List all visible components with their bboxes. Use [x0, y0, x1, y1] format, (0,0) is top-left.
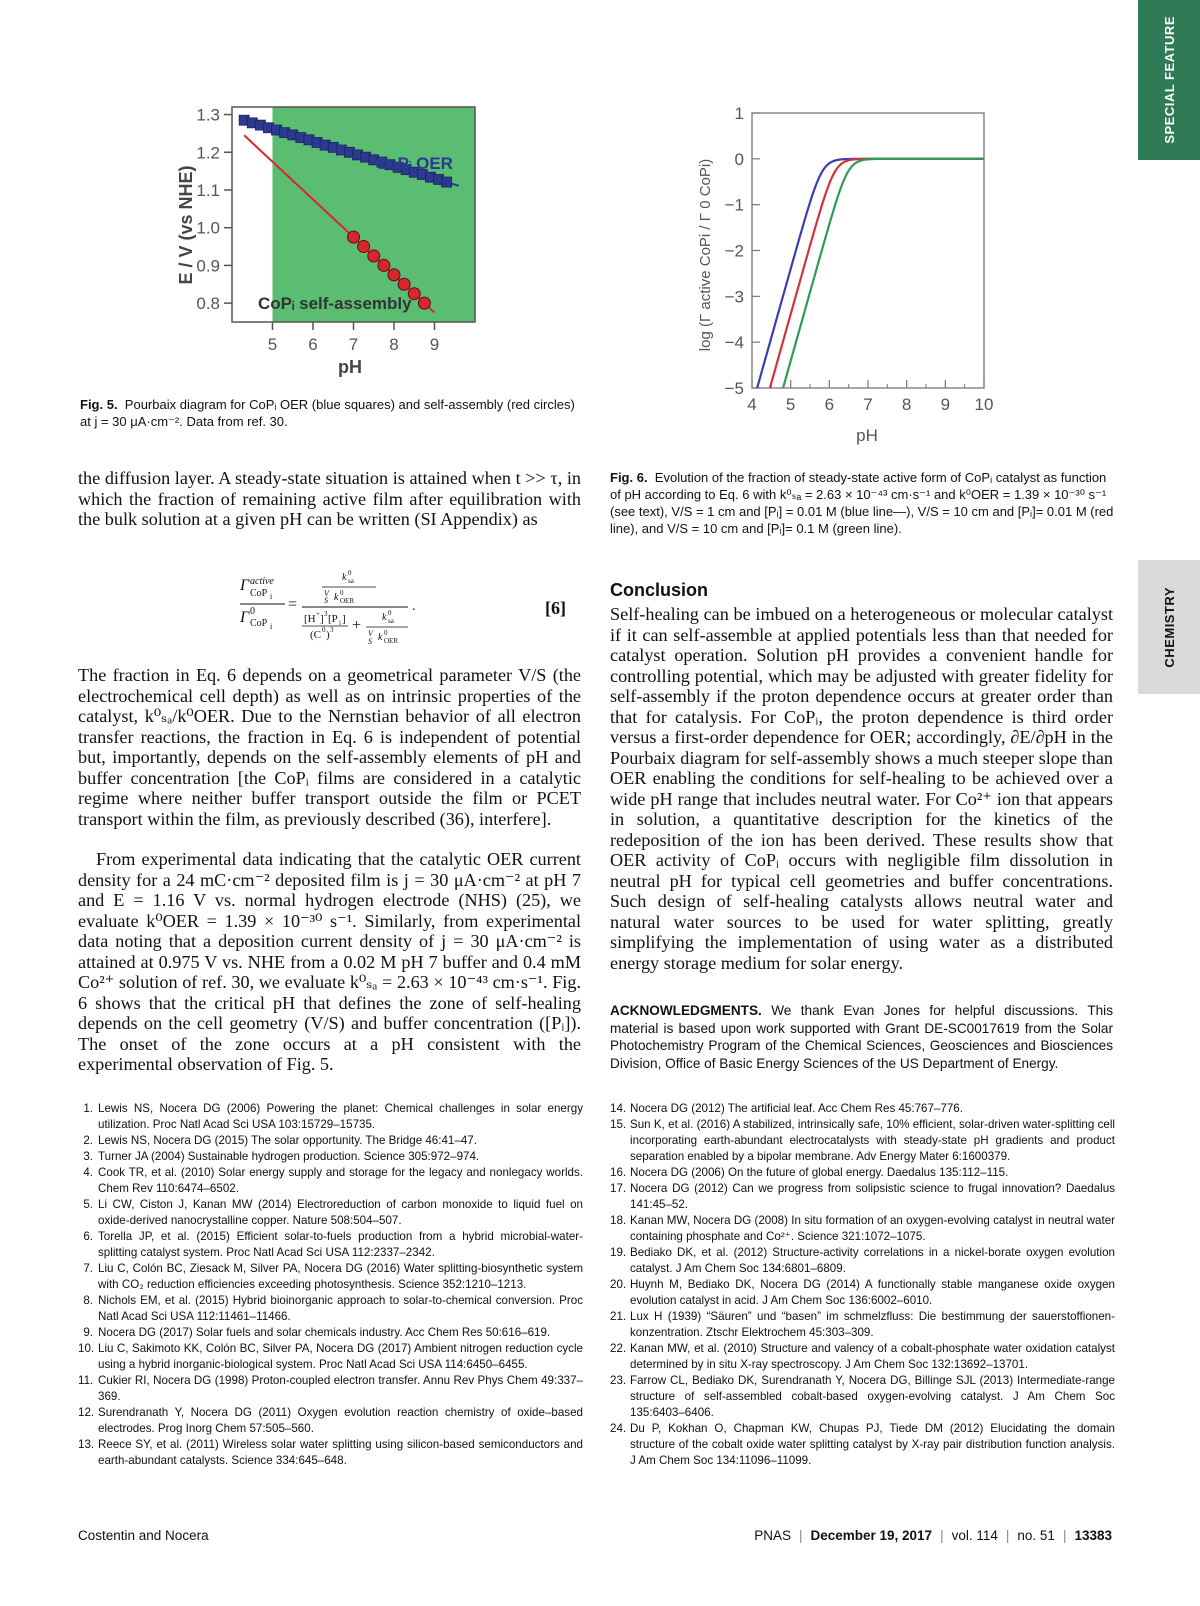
- equation-6: [240, 570, 580, 650]
- fig6-y-tick-label: 0: [734, 149, 744, 169]
- svg-text:i: i: [270, 592, 273, 601]
- fig5-x-tick-label: 8: [389, 335, 399, 354]
- footer-sep: |: [798, 1528, 803, 1543]
- reference-text: Nocera DG (2017) Solar fuels and solar chemicals industry. Acc Chem Res 50:616–619.: [98, 1326, 551, 1339]
- reference-item: [78, 1437, 583, 1469]
- svg-text:3: 3: [324, 610, 328, 618]
- svg-text:]: ]: [320, 613, 324, 625]
- svg-text:k: k: [342, 572, 347, 583]
- reference-number: 2.: [83, 1134, 93, 1147]
- fig6-x-tick-label: 8: [901, 395, 912, 414]
- footer-date: December 19, 2017: [810, 1528, 933, 1543]
- reference-number: 13.: [78, 1438, 95, 1451]
- reference-number: 21.: [610, 1310, 627, 1323]
- reference-item: [610, 1341, 1115, 1373]
- reference-number: 6.: [83, 1230, 93, 1243]
- fig6-y-tick-label: −4: [724, 333, 744, 353]
- reference-item: [610, 1277, 1115, 1309]
- footer-volume: vol. 114: [951, 1528, 998, 1543]
- svg-text:V: V: [324, 589, 329, 598]
- special-feature-tab: [1138, 0, 1200, 160]
- svg-text:active: active: [250, 576, 274, 587]
- svg-text:k: k: [334, 592, 339, 603]
- references-left: [78, 1101, 583, 1469]
- reference-text: Kanan MW, Nocera DG (2008) In situ formation of an oxygen-evolving catalyst in neutral water containing phosphate and Co²⁺. Science 321:1072–1075.: [630, 1214, 1115, 1243]
- reference-text: Reece SY, et al. (2011) Wireless solar water splitting using silicon-based semiconductors and earth-abundant catalysts. Science 334:645–648.: [98, 1438, 583, 1467]
- svg-text:0: 0: [348, 570, 352, 577]
- reference-text: Lux H (1939) “Säuren” und “basen” im schmelzfluss: Die bestimmung der sauerstoffionen-konzentration. Ztschr Elektrochem 45:303–309.: [630, 1310, 1115, 1339]
- fig5-oer-square: [442, 177, 452, 187]
- fig5-xlabel: pH: [338, 357, 362, 377]
- fig6-y-tick-label: −5: [724, 379, 744, 398]
- fig6-caption-text: Evolution of the fraction of steady-state active form of CoPᵢ catalyst as function of pH according to Eq. 6 with k⁰ₛₐ = 2.63 × 10⁻⁴³ cm·s⁻¹ and k⁰OER = 1.39 × 10⁻³⁰ s⁻¹ (see text), V/S = 1 cm and [Pᵢ] = 0.01 M (blue line—), V/S = 10 cm and [Pᵢ]= 0.01 M (red line), and V/S = 10 cm and [Pᵢ]= 0.1 M (green line).: [610, 470, 1114, 536]
- svg-text:i: i: [270, 622, 273, 631]
- reference-text: Li CW, Ciston J, Kanan MW (2014) Electroreduction of carbon monoxide to liquid fuel on oxide-derived nanocrystalline copper. Nature 508:504–507.: [98, 1198, 583, 1227]
- reference-item: [610, 1101, 1115, 1117]
- reference-number: 11.: [78, 1374, 94, 1387]
- footer-journal: PNAS: [754, 1528, 791, 1543]
- fig5-y-tick-label: 1.0: [196, 218, 220, 238]
- svg-text:S: S: [368, 637, 372, 646]
- reference-text: Nichols EM, et al. (2015) Hybrid bioinorganic approach to solar-to-chemical conversion. Proc Natl Acad Sci USA 112:11461–11466.: [98, 1294, 583, 1323]
- reference-item: [78, 1405, 583, 1437]
- fig5-x-tick-label: 6: [308, 335, 318, 354]
- reference-text: Huynh M, Bediako DK, Nocera DG (2014) A functionally stable manganese oxide oxygen evolution catalyst in acid. J Am Chem Soc 136:6002–6010.: [630, 1278, 1115, 1307]
- svg-text:+: +: [316, 610, 320, 618]
- svg-text:Γ: Γ: [240, 577, 250, 594]
- fig6-plot-frame: [752, 113, 984, 388]
- chemistry-tab: [1138, 560, 1200, 694]
- fig5-self-assembly-circle: [388, 269, 400, 281]
- fig5-y-tick-label: 0.8: [196, 294, 220, 314]
- svg-text:(C: (C: [310, 629, 321, 641]
- reference-number: 17.: [610, 1182, 627, 1195]
- svg-text:k: k: [378, 632, 383, 643]
- svg-text:OER: OER: [384, 637, 398, 645]
- reference-item: [78, 1261, 583, 1293]
- reference-number: 7.: [83, 1262, 93, 1275]
- conclusion-text: Self-healing can be imbued on a heterogeneous or molecular catalyst if it can self-assemble at applied potentials less than that needed for catalyst operation. Solution pH provides a convenient handle for controlling potential, which may be adjusted with greater fidelity for self-assembly if the proton dependence occurs at greater order than that for catalysis. For CoPᵢ, the proton dependence is third order versus a first-order dependence for OER; accordingly, ∂E/∂pH in the Pourbaix diagram for self-assembly shows a much steeper slope than OER enabling the conditions for self-healing to be achieved over a wide pH range that includes neutral water. For Co²⁺ ion that appears in solution, a quantitative description for the kinetics of the redeposition of the ion has been derived. These results show that OER activity of CoPᵢ occurs with negligible film dissolution in neutral pH for typical cell geometries and buffer concentrations. Such design of self-healing catalysts allows neutral water and natural water sources to be used for water splitting, greatly simplifying the implementation of using water as a distributed energy storage medium for solar energy.: [610, 604, 1113, 973]
- fig5-caption-label: Fig. 5.: [80, 397, 118, 412]
- fig5-self-assembly-circle: [398, 278, 410, 290]
- fig5-y-tick-label: 0.9: [196, 256, 220, 276]
- reference-text: Torella JP, et al. (2015) Efficient solar-to-fuels production from a hybrid microbial-water-splitting catalyst system. Proc Natl Acad Sci USA 112:2337–2342.: [98, 1230, 583, 1259]
- svg-text:sa: sa: [348, 577, 354, 585]
- reference-item: [78, 1133, 583, 1149]
- reference-number: 9.: [83, 1326, 93, 1339]
- svg-text:0: 0: [388, 609, 392, 617]
- reference-text: Nocera DG (2006) On the future of global energy. Daedalus 135:112–115.: [630, 1166, 1009, 1179]
- reference-item: [78, 1101, 583, 1133]
- fig5-pourbaix-chart: [170, 95, 500, 390]
- reference-number: 8.: [83, 1294, 93, 1307]
- svg-text:[H: [H: [304, 613, 316, 625]
- fig6-x-tick-label: 6: [824, 395, 835, 414]
- reference-text: Farrow CL, Bediako DK, Surendranath Y, Nocera DG, Billinge SJL (2013) Intermediate-range structure of self-assembled cobalt-based oxygen-evolving catalyst. J Am Chem Soc 135:6403–6406.: [630, 1374, 1115, 1419]
- ack-label: ACKNOWLEDGMENTS.: [610, 1003, 762, 1018]
- fig6-y-tick-label: −3: [724, 287, 744, 307]
- fig6-xlabel: pH: [856, 426, 878, 445]
- left-para-3: From experimental data indicating that the catalytic OER current density for a 24 mC·cm⁻² deposited film is j = 30 μA·cm⁻² at pH 7 and E = 1.16 V vs. normal hydrogen electrode (NHS) (25), we evaluate k⁰OER = 1.39 × 10⁻³⁰ s⁻¹. Similarly, from experimental data noting that a deposition current density of j = 30 μA·cm⁻² is attained at 0.975 V vs. NHE from a 0.02 M pH 7 buffer and 0.4 mM Co²⁺ solution of ref. 30, we evaluate k⁰ₛₐ = 2.63 × 10⁻⁴³ cm·s⁻¹. Fig. 6 shows that the critical pH that defines the zone of self-healing depends on the cell geometry (V/S) and buffer concentration ([Pᵢ]). The onset of the zone occurs at a pH consistent with the experimental observation of Fig. 5.: [78, 849, 581, 1074]
- reference-number: 16.: [610, 1166, 627, 1179]
- reference-item: [78, 1197, 583, 1229]
- svg-text:=: =: [288, 596, 298, 613]
- fig5-caption-text: Pourbaix diagram for CoPᵢ OER (blue squares) and self-assembly (red circles) at j = 30 μA·cm⁻². Data from ref. 30.: [80, 397, 575, 429]
- reference-number: 4.: [83, 1166, 93, 1179]
- reference-text: Cook TR, et al. (2010) Solar energy supply and storage for the legacy and nonlegacy worlds. Chem Rev 110:6474–6502.: [98, 1166, 583, 1195]
- fig6-x-tick-label: 4: [747, 395, 757, 414]
- svg-text:0: 0: [384, 629, 388, 637]
- reference-item: [78, 1293, 583, 1325]
- svg-text:+: +: [352, 617, 362, 634]
- reference-item: [610, 1181, 1115, 1213]
- reference-text: Du P, Kokhan O, Chapman KW, Chupas PJ, Tiede DM (2012) Elucidating the domain structure of the cobalt oxide water splitting catalyst by X-ray pair distribution function analysis. J Am Chem Soc 134:11096–11099.: [630, 1422, 1115, 1467]
- reference-number: 15.: [610, 1118, 627, 1131]
- fig6-caption-label: Fig. 6.: [610, 470, 648, 485]
- reference-text: Surendranath Y, Nocera DG (2011) Oxygen evolution reaction chemistry of oxide–based electrodes. Prog Inorg Chem 57:505–560.: [98, 1406, 583, 1435]
- reference-item: [610, 1213, 1115, 1245]
- fig5-ylabel: E / V (vs NHE): [176, 165, 196, 285]
- reference-item: [78, 1149, 583, 1165]
- fig5-self-assembly-circle: [368, 250, 380, 262]
- left-para-1: the diffusion layer. A steady-state situation is attained when t >> τ, in which the fraction of remaining active film after equilibration with the bulk solution at a given pH can be written (SI Appendix) as: [78, 468, 581, 529]
- reference-number: 24.: [610, 1422, 627, 1435]
- svg-text:V: V: [368, 629, 373, 638]
- fig6-x-tick-label: 7: [863, 395, 873, 414]
- svg-text:3: 3: [330, 626, 334, 634]
- special-feature-label: SPECIAL FEATURE: [1161, 16, 1177, 144]
- svg-text:[P: [P: [328, 613, 338, 625]
- reference-text: Kanan MW, et al. (2010) Structure and valency of a cobalt-phosphate water oxidation catalyst determined by in situ X-ray spectroscopy. J Am Chem Soc 132:13692–13701.: [630, 1342, 1115, 1371]
- svg-text:0: 0: [340, 589, 344, 597]
- conclusion-heading: Conclusion: [610, 580, 708, 600]
- reference-text: Lewis NS, Nocera DG (2006) Powering the planet: Chemical challenges in solar energy utilization. Proc Natl Acad Sci USA 103:15729–15735.: [98, 1102, 583, 1131]
- fig5-x-tick-label: 5: [267, 335, 278, 354]
- svg-text:sa: sa: [388, 617, 394, 625]
- svg-text:CoP: CoP: [250, 588, 268, 599]
- fig6-x-tick-label: 10: [974, 395, 994, 414]
- svg-text:i: i: [339, 619, 341, 627]
- reference-text: Cukier RI, Nocera DG (1998) Proton-coupled electron transfer. Annu Rev Phys Chem 49:337–369.: [98, 1374, 583, 1403]
- reference-number: 18.: [610, 1214, 627, 1227]
- footer-issue: no. 51: [1017, 1528, 1055, 1543]
- ack-text: We thank Evan Jones for helpful discussions. This material is based upon work supported with Grant DE-SC0017619 from the Solar Photochemistry Program of the Chemical Sciences, Geosciences and Biosciences Division, Office of Basic Energy Sciences of the US Department of Energy.: [610, 1003, 1114, 1071]
- svg-text:Γ: Γ: [240, 609, 250, 626]
- fig5-self-assembly-circle: [348, 231, 360, 243]
- reference-item: [610, 1117, 1115, 1165]
- reference-item: [78, 1373, 583, 1405]
- footer-authors: Costentin and Nocera: [78, 1528, 209, 1543]
- fig6-fraction-chart: [690, 95, 1025, 455]
- reference-item: [610, 1421, 1115, 1469]
- fig6-caption: [610, 469, 1115, 537]
- reference-number: 14.: [610, 1102, 627, 1115]
- reference-text: Nocera DG (2012) The artificial leaf. Acc Chem Res 45:767–776.: [630, 1102, 963, 1115]
- fig5-self-assembly-circle: [358, 241, 370, 253]
- fig6-y-tick-label: −1: [724, 195, 744, 215]
- reference-item: [610, 1373, 1115, 1421]
- footer-journal-info: [754, 1528, 1112, 1543]
- reference-text: Lewis NS, Nocera DG (2015) The solar opportunity. The Bridge 46:41–47.: [98, 1134, 477, 1147]
- footer-sep: |: [1005, 1528, 1010, 1543]
- reference-number: 1.: [83, 1102, 93, 1115]
- reference-number: 20.: [610, 1278, 627, 1291]
- reference-item: [78, 1341, 583, 1373]
- fig6-x-tick-label: 9: [940, 395, 951, 414]
- fig5-y-tick-label: 1.1: [196, 180, 220, 200]
- svg-text:0: 0: [250, 606, 255, 617]
- reference-number: 3.: [83, 1150, 93, 1163]
- equation-6-number: [6]: [545, 598, 566, 618]
- acknowledgments: [610, 1002, 1113, 1072]
- reference-text: Sun K, et al. (2016) A stabilized, intrinsically safe, 10% efficient, solar-driven water-splitting cell incorporating earth-abundant electrocatalysts with steady-state pH gradients and product separation enabled by a bipolar membrane. Adv Energy Mater 6:1600379.: [630, 1118, 1115, 1163]
- footer-sep: |: [940, 1528, 944, 1543]
- svg-text:]: ]: [342, 613, 346, 625]
- fig5-x-tick-label: 9: [429, 335, 440, 354]
- reference-number: 19.: [610, 1246, 627, 1259]
- fig6-x-tick-label: 5: [785, 395, 796, 414]
- reference-item: [78, 1229, 583, 1261]
- svg-text:): ): [326, 629, 330, 641]
- svg-text:S: S: [324, 596, 328, 605]
- fig5-self-assembly-circle: [378, 259, 390, 271]
- reference-item: [610, 1165, 1115, 1181]
- fig6-y-tick-label: 1: [734, 104, 744, 123]
- fig5-caption: [80, 396, 585, 430]
- reference-number: 5.: [83, 1198, 93, 1211]
- left-para-2: The fraction in Eq. 6 depends on a geometrical parameter V/S (the electrochemical cell depth) as well as on intrinsic properties of the catalyst, k⁰ₛₐ/k⁰OER. Due to the Nernstian behavior of all electron transfer reactions, the fraction in Eq. 6 is independent of potential but, importantly, depends on the self-assembly elements of pH and buffer concentration [the CoPᵢ films are considered in a catalytic regime where neither buffer transport outside the film or PCET transport within the film, as previously described (36), interfere].: [78, 665, 581, 829]
- reference-text: Liu C, Sakimoto KK, Colón BC, Silver PA, Nocera DG (2017) Ambient nitrogen reduction cycle using a hybrid inorganic-biological system. Proc Natl Acad Sci USA 114:6450–6455.: [98, 1342, 583, 1371]
- reference-text: Turner JA (2004) Sustainable hydrogen production. Science 305:972–974.: [98, 1150, 480, 1163]
- fig6-y-tick-label: −2: [724, 241, 744, 261]
- reference-text: Bediako DK, et al. (2012) Structure-activity correlations in a nickel-borate oxygen evolution catalyst. J Am Chem Soc 134:6801–6809.: [630, 1246, 1115, 1275]
- fig5-label-self-assembly: CoPᵢ self-assembly: [258, 294, 412, 313]
- svg-text:k: k: [382, 612, 387, 623]
- reference-item: [78, 1325, 583, 1341]
- fig5-self-assembly-circle: [418, 297, 430, 309]
- svg-text:.: .: [412, 599, 416, 614]
- reference-number: 22.: [610, 1342, 627, 1355]
- svg-text:CoP: CoP: [250, 618, 268, 629]
- fig6-ylabel: log (Γ active CoPi / Γ 0 CoPi): [697, 158, 714, 352]
- references-right: [610, 1101, 1115, 1469]
- reference-item: [610, 1309, 1115, 1341]
- chemistry-label: CHEMISTRY: [1161, 586, 1177, 668]
- reference-number: 12.: [78, 1406, 95, 1419]
- reference-number: 10.: [78, 1342, 95, 1355]
- reference-text: Liu C, Colón BC, Ziesack M, Silver PA, Nocera DG (2016) Water splitting-biosynthetic system with CO₂ reduction efficiencies exceeding photosynthesis. Science 352:1210–1213.: [98, 1262, 583, 1291]
- svg-text:OER: OER: [340, 597, 354, 605]
- svg-text:0: 0: [322, 626, 326, 634]
- fig5-label-oer: CoPᵢ OER: [375, 154, 453, 173]
- reference-item: [610, 1245, 1115, 1277]
- fig6-series-line: [752, 159, 984, 406]
- fig5-x-tick-label: 7: [348, 335, 359, 354]
- fig5-y-tick-label: 1.3: [196, 105, 220, 125]
- footer-sep: |: [1062, 1528, 1067, 1543]
- reference-text: Nocera DG (2012) Can we progress from solipsistic science to frugal innovation? Daedalus 141:45–52.: [630, 1182, 1115, 1211]
- reference-item: [78, 1165, 583, 1197]
- fig5-y-tick-label: 1.2: [196, 143, 220, 163]
- reference-number: 23.: [610, 1374, 627, 1387]
- footer-page: 13383: [1074, 1528, 1112, 1543]
